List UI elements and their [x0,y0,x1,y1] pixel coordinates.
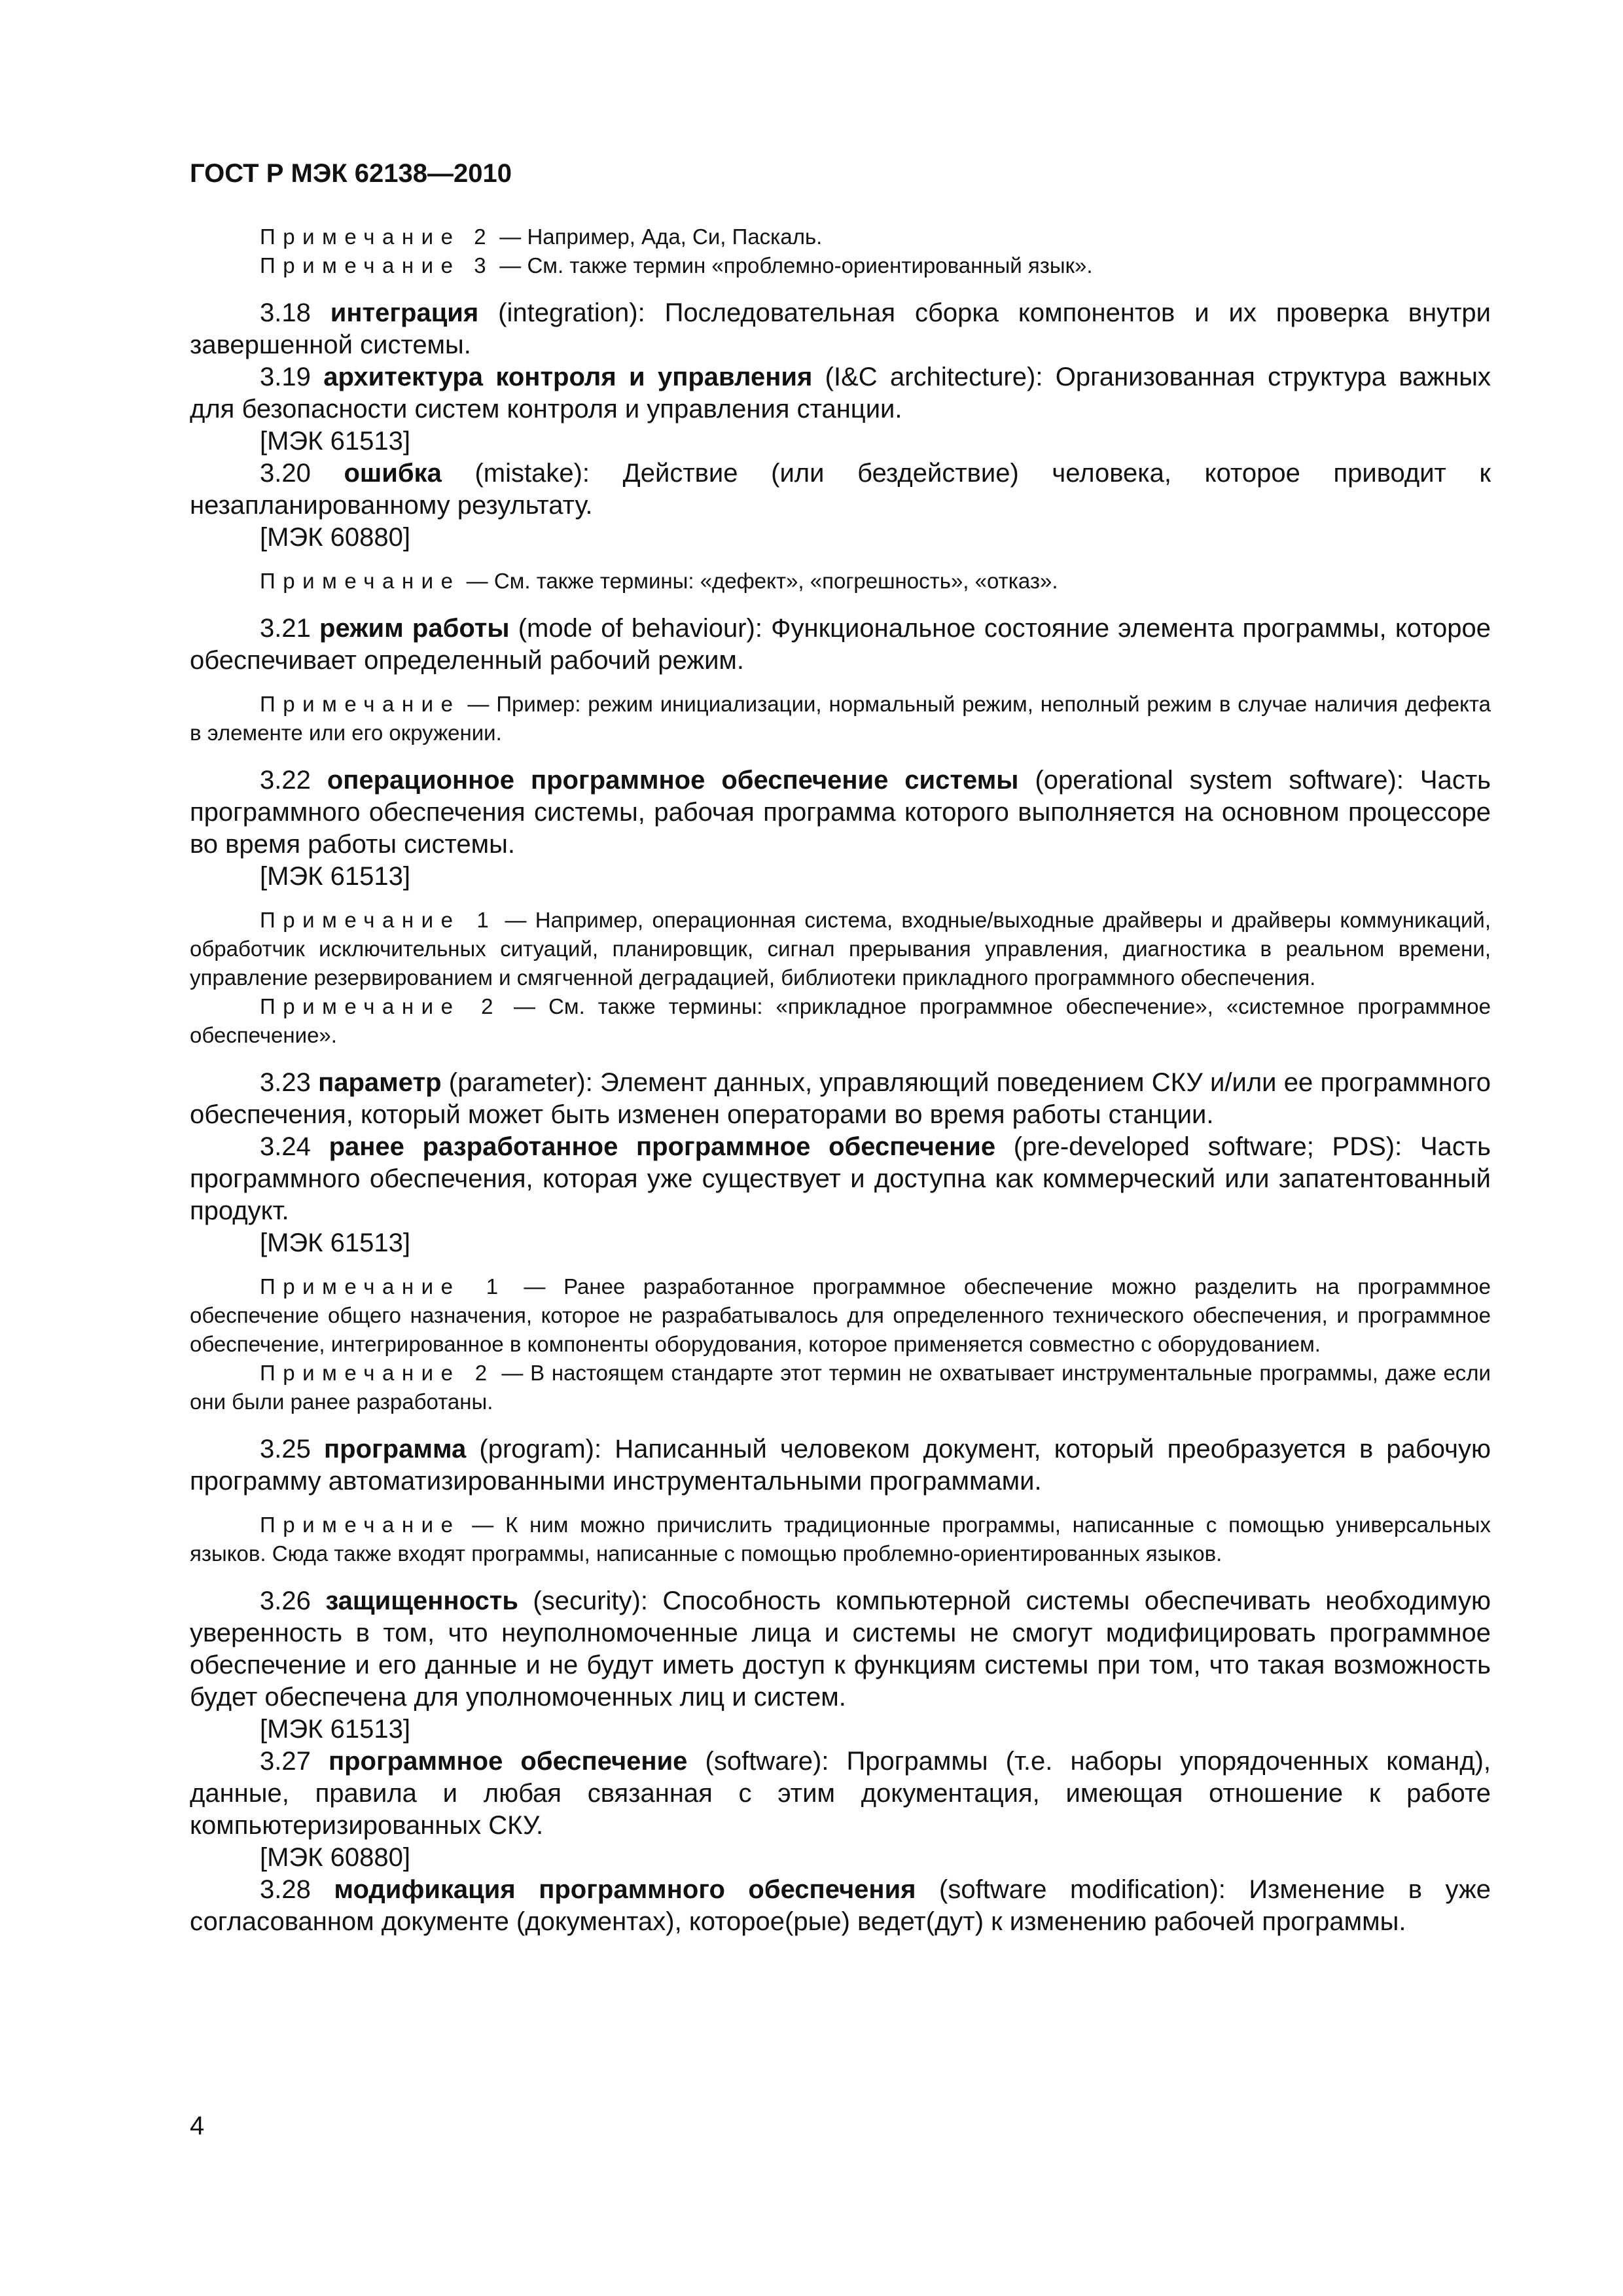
note-label: Примечание [260,692,461,716]
note-text: — В настоящем стандарте этот термин не охватывает инструментальные программы, даже если они были ранее разработаны. [190,1361,1491,1414]
term-name: операционное программное обеспечение системы [327,766,1019,795]
term-definition: (parameter): Элемент данных, управляющий поведением СКУ и/или ее программного обеспечения, который может быть изменен операторами во время работы станции. [190,1068,1491,1129]
term-definition: (pre-developed software; PDS): Часть программного обеспечения, которая уже существует и доступна как коммерческий или запатентованный продукт. [190,1132,1491,1225]
term-definition: (security): Способность компьютерной системы обеспечивать необходимую уверенность в том, что неуполномоченные лица и системы не смогут модифицировать программное обеспечение и его данные и не будут иметь доступ к функциям системы при том, что такая возможность будет обеспечена для уполномоченных лиц и систем. [190,1587,1491,1712]
note-label: Примечание 1 [260,1274,506,1299]
note [190,992,1491,1050]
page-number: 4 [190,2111,205,2140]
term-3-23 [190,1067,1491,1131]
reference: [МЭК 61513] [260,1715,410,1744]
reference: [МЭК 61513] [260,1229,410,1257]
note-label: Примечание 2 [260,1361,495,1385]
note [190,1511,1491,1568]
term-name: параметр [318,1068,442,1097]
term-number: 3.27 [260,1747,329,1776]
term-definition: (software): Программы (т.е. наборы упорядоченных команд), данные, правила и любая связанная с этим документация, имеющая отношение к работе компьютеризированных СКУ. [190,1747,1491,1840]
term-number: 3.24 [260,1132,329,1161]
term-3-28 [190,1874,1491,1938]
term-name: интеграция [330,298,479,327]
term-number: 3.19 [260,363,324,391]
note-text: — Например, операционная система, входные/выходные драйверы и драйверы коммуникаций, обработчик исключительных ситуаций, планировщик, сигнал прерывания управления, диагностика в реальном времени, управление резервированием и смягченной деградацией, библиотеки прикладного программного обеспечения. [190,908,1491,990]
note-text: — Пример: режим инициализации, нормальный режим, неполный режим в случае наличия дефекта в элементе или его окружении. [190,692,1491,745]
note [190,690,1491,747]
term-name: режим работы [319,614,510,643]
reference: [МЭК 60880] [260,1843,410,1872]
term-definition: (program): Написанный человеком документ, который преобразуется в рабочую программу автоматизированными инструментальными программами. [190,1435,1491,1496]
note-label: Примечание [260,569,461,593]
note-text: — Например, Ада, Си, Паскаль. [493,224,823,249]
term-definition: (integration): Последовательная сборка компонентов и их проверка внутри завершенной системы. [190,298,1491,359]
document-header: ГОСТ Р МЭК 62138—2010 [190,159,512,188]
term-name: модификация программного обеспечения [334,1875,916,1904]
note-text: — См. также термины: «дефект», «погрешность», «отказ». [460,569,1058,593]
term-3-21 [190,613,1491,677]
reference: [МЭК 60880] [260,523,410,552]
note-text: — Ранее разработанное программное обеспечение можно разделить на программное обеспечение общего назначения, которое не разрабатывалось для определенного технического обеспечения, и программное обеспечение, интегрированное в компоненты оборудования, которое применяется совместно с оборудованием. [190,1274,1491,1356]
term-definition: (mistake): Действие (или бездействие) человека, которое приводит к незапланированному результату. [190,459,1491,520]
note [190,1272,1491,1359]
reference: [МЭК 61513] [260,427,410,456]
note-label: Примечание 2 [260,224,494,249]
note [190,567,1491,596]
term-name: программа [323,1435,467,1463]
term-3-19 [190,361,1491,425]
note-text: — К ним можно причислить традиционные программы, написанные с помощью универсальных языков. Сюда также входят программы, написанные с помощью проблемно-ориентированных языков. [190,1513,1491,1566]
note-label: Примечание 1 [260,908,497,932]
term-definition: (operational system software): Часть программного обеспечения системы, рабочая программа которого выполняется на основном процессоре во время работы системы. [190,766,1491,859]
note [190,1359,1491,1416]
reference: [МЭК 61513] [260,862,410,891]
note-label: Примечание 2 [260,994,501,1018]
term-name: ошибка [344,459,442,488]
note-text: — См. также термин «проблемно-ориентированный язык». [493,253,1093,278]
document-body [190,223,1491,1938]
term-3-27 [190,1746,1491,1842]
term-number: 3.21 [260,614,320,643]
term-3-25 [190,1433,1491,1498]
note [190,251,1491,280]
note-text: — См. также термины: «прикладное программное обеспечение», «системное программное обеспечение». [190,994,1491,1047]
term-name: архитектура контроля и управления [323,363,813,391]
note [190,223,1491,251]
term-number: 3.20 [260,459,344,488]
term-number: 3.23 [260,1068,319,1097]
term-3-22 [190,764,1491,861]
term-definition: (I&C architecture): Организованная структура важных для безопасности систем контроля и управления станции. [190,363,1491,423]
term-definition: (software modification): Изменение в уже согласованном документе (документах), которое(рые) ведет(дут) к изменению рабочей программы. [190,1875,1491,1936]
term-number: 3.28 [260,1875,334,1904]
note [190,906,1491,992]
term-number: 3.18 [260,298,330,327]
term-number: 3.22 [260,766,327,795]
term-definition: (mode of behaviour): Функциональное состояние элемента программы, которое обеспечивает определенный рабочий режим. [190,614,1491,675]
term-name: ранее разработанное программное обеспечение [329,1132,996,1161]
term-3-24 [190,1131,1491,1227]
term-name: защищенность [325,1587,518,1615]
note-label: Примечание 3 [260,253,494,278]
note-label: Примечание [260,1513,461,1537]
term-number: 3.26 [260,1587,326,1615]
term-3-20 [190,457,1491,522]
term-number: 3.25 [260,1435,324,1463]
term-name: программное обеспечение [328,1747,688,1776]
term-3-18 [190,297,1491,361]
term-3-26 [190,1585,1491,1713]
